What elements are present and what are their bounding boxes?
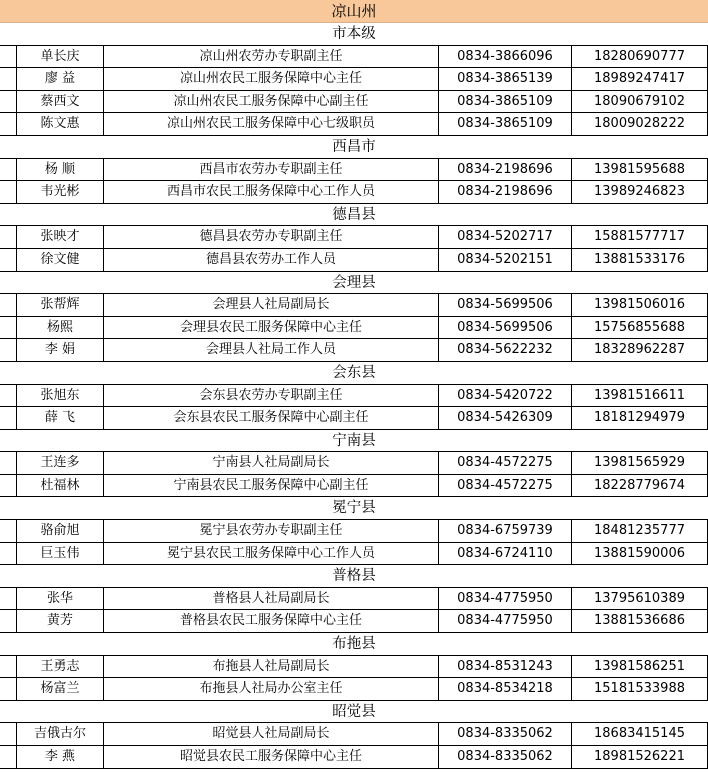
contact-name: 巨玉伟: [16, 543, 104, 565]
table-row: [0, 249, 708, 272]
contact-position: 宁南县农民工服务保障中心副主任: [104, 475, 439, 497]
contact-mobile: 13981506016: [572, 294, 708, 316]
contact-mobile: 13881536686: [572, 610, 708, 632]
contact-position: 西昌市农民工服务保障中心工作人员: [104, 181, 439, 203]
contact-position: 会东县农民工服务保障中心副主任: [104, 407, 439, 429]
table-row: [0, 475, 708, 498]
contact-name: 张旭东: [16, 385, 104, 407]
contact-mobile: 18009028222: [572, 113, 708, 135]
contact-mobile: 13989246823: [572, 181, 708, 203]
contact-position: 冕宁县农劳办专职副主任: [104, 520, 439, 542]
contact-mobile: 13881533176: [572, 249, 708, 271]
contact-name: 李 燕: [16, 746, 104, 768]
contact-phone: 0834-4775950: [439, 588, 572, 610]
contact-phone: 0834-5699506: [439, 294, 572, 316]
table-row: [0, 226, 708, 249]
contact-position: 凉山州农民工服务保障中心主任: [104, 68, 439, 90]
contact-phone: 0834-4775950: [439, 610, 572, 632]
table-row: [0, 294, 708, 317]
contact-position: 德昌县农劳办工作人员: [104, 249, 439, 271]
section-header: 冕宁县: [0, 497, 708, 520]
section-header: 会东县: [0, 362, 708, 385]
contact-position: 宁南县人社局副局长: [104, 452, 439, 474]
contact-mobile: 18280690777: [572, 46, 708, 68]
contact-name: 黄芳: [16, 610, 104, 632]
contact-name: 吉俄古尔: [16, 723, 104, 745]
contact-mobile: 13981586251: [572, 656, 708, 678]
contact-mobile: 18481235777: [572, 520, 708, 542]
contact-phone: 0834-2198696: [439, 181, 572, 203]
contact-name: 李 娟: [16, 339, 104, 361]
section-header: 会理县: [0, 272, 708, 295]
table-row: [0, 339, 708, 362]
contact-phone: 0834-3865109: [439, 113, 572, 135]
contact-position: 凉山州农劳办专职副主任: [104, 46, 439, 68]
contact-position: 布拖县人社局副局长: [104, 656, 439, 678]
contact-position: 普格县人社局副局长: [104, 588, 439, 610]
contact-phone: 0834-5420722: [439, 385, 572, 407]
contact-mobile: 13795610389: [572, 588, 708, 610]
contact-position: 会理县农民工服务保障中心主任: [104, 317, 439, 339]
contact-position: 会理县人社局副局长: [104, 294, 439, 316]
contact-mobile: 15181533988: [572, 678, 708, 700]
contact-mobile: 15756855688: [572, 317, 708, 339]
table-row: [0, 385, 708, 408]
contact-mobile: 18181294979: [572, 407, 708, 429]
contact-name: 王连多: [16, 452, 104, 474]
contact-phone: 0834-5699506: [439, 317, 572, 339]
contact-phone: 0834-4572275: [439, 475, 572, 497]
table-row: [0, 588, 708, 611]
contact-mobile: 13981565929: [572, 452, 708, 474]
contact-name: 蔡西文: [16, 91, 104, 113]
section-header: 市本级: [0, 23, 708, 46]
contact-position: 德昌县农劳办专职副主任: [104, 226, 439, 248]
contact-phone: 0834-8335062: [439, 746, 572, 768]
table-row: [0, 452, 708, 475]
contact-name: 杜福林: [16, 475, 104, 497]
contact-position: 冕宁县农民工服务保障中心工作人员: [104, 543, 439, 565]
table-row: [0, 91, 708, 114]
contact-mobile: 15881577717: [572, 226, 708, 248]
table-row: [0, 678, 708, 701]
section-header: 布拖县: [0, 633, 708, 656]
contact-name: 张映才: [16, 226, 104, 248]
contact-position: 凉山州农民工服务保障中心副主任: [104, 91, 439, 113]
contact-position: 昭觉县人社局副局长: [104, 723, 439, 745]
section-header: 西昌市: [0, 136, 708, 159]
contact-name: 杨富兰: [16, 678, 104, 700]
table-title: 凉山州: [0, 0, 708, 22]
contact-phone: 0834-3865139: [439, 68, 572, 90]
contact-name: 杨 顺: [16, 159, 104, 181]
contact-phone: 0834-5202151: [439, 249, 572, 271]
contact-name: 韦光彬: [16, 181, 104, 203]
table-row: [0, 113, 708, 136]
section-header: 宁南县: [0, 430, 708, 453]
table-row: [0, 68, 708, 91]
contact-mobile: 18683415145: [572, 723, 708, 745]
contact-name: 廖 益: [16, 68, 104, 90]
contact-position: 西昌市农劳办专职副主任: [104, 159, 439, 181]
section-header: 普格县: [0, 565, 708, 588]
table-row: [0, 46, 708, 69]
contact-mobile: 13981516611: [572, 385, 708, 407]
contact-name: 薛 飞: [16, 407, 104, 429]
contact-name: 陈文惠: [16, 113, 104, 135]
contact-name: 杨熙: [16, 317, 104, 339]
contact-position: 会理县人社局工作人员: [104, 339, 439, 361]
contact-phone: 0834-8335062: [439, 723, 572, 745]
contact-position: 普格县农民工服务保障中心主任: [104, 610, 439, 632]
contact-mobile: 13981595688: [572, 159, 708, 181]
contact-phone: 0834-6724110: [439, 543, 572, 565]
contact-name: 单长庆: [16, 46, 104, 68]
table-row: [0, 520, 708, 543]
contact-phone: 0834-8534218: [439, 678, 572, 700]
table-row: [0, 407, 708, 430]
table-row: [0, 543, 708, 566]
table-row: [0, 746, 708, 769]
contact-mobile: 18328962287: [572, 339, 708, 361]
contact-phone: 0834-2198696: [439, 159, 572, 181]
section-header: 德昌县: [0, 204, 708, 227]
contact-position: 凉山州农民工服务保障中心七级职员: [104, 113, 439, 135]
contact-mobile: 18090679102: [572, 91, 708, 113]
contact-name: 王勇志: [16, 656, 104, 678]
contact-phone: 0834-3865109: [439, 91, 572, 113]
contact-phone: 0834-6759739: [439, 520, 572, 542]
contact-phone: 0834-8531243: [439, 656, 572, 678]
table-row: [0, 656, 708, 679]
contact-phone: 0834-4572275: [439, 452, 572, 474]
table-row: [0, 317, 708, 340]
contact-position: 昭觉县农民工服务保障中心主任: [104, 746, 439, 768]
contact-name: 徐文健: [16, 249, 104, 271]
contact-phone: 0834-5622232: [439, 339, 572, 361]
table-row: [0, 610, 708, 633]
contact-name: 骆俞旭: [16, 520, 104, 542]
table-row: [0, 159, 708, 182]
contact-table: [0, 23, 708, 769]
contact-mobile: 18981526221: [572, 746, 708, 768]
table-row: [0, 723, 708, 746]
contact-phone: 0834-3866096: [439, 46, 572, 68]
contact-mobile: 13881590006: [572, 543, 708, 565]
table-row: [0, 181, 708, 204]
contact-position: 布拖县人社局办公室主任: [104, 678, 439, 700]
contact-name: 张帮辉: [16, 294, 104, 316]
contact-mobile: 18228779674: [572, 475, 708, 497]
contact-name: 张华: [16, 588, 104, 610]
contact-position: 会东县农劳办专职副主任: [104, 385, 439, 407]
contact-mobile: 18989247417: [572, 68, 708, 90]
contact-phone: 0834-5202717: [439, 226, 572, 248]
contact-phone: 0834-5426309: [439, 407, 572, 429]
section-header: 昭觉县: [0, 701, 708, 724]
